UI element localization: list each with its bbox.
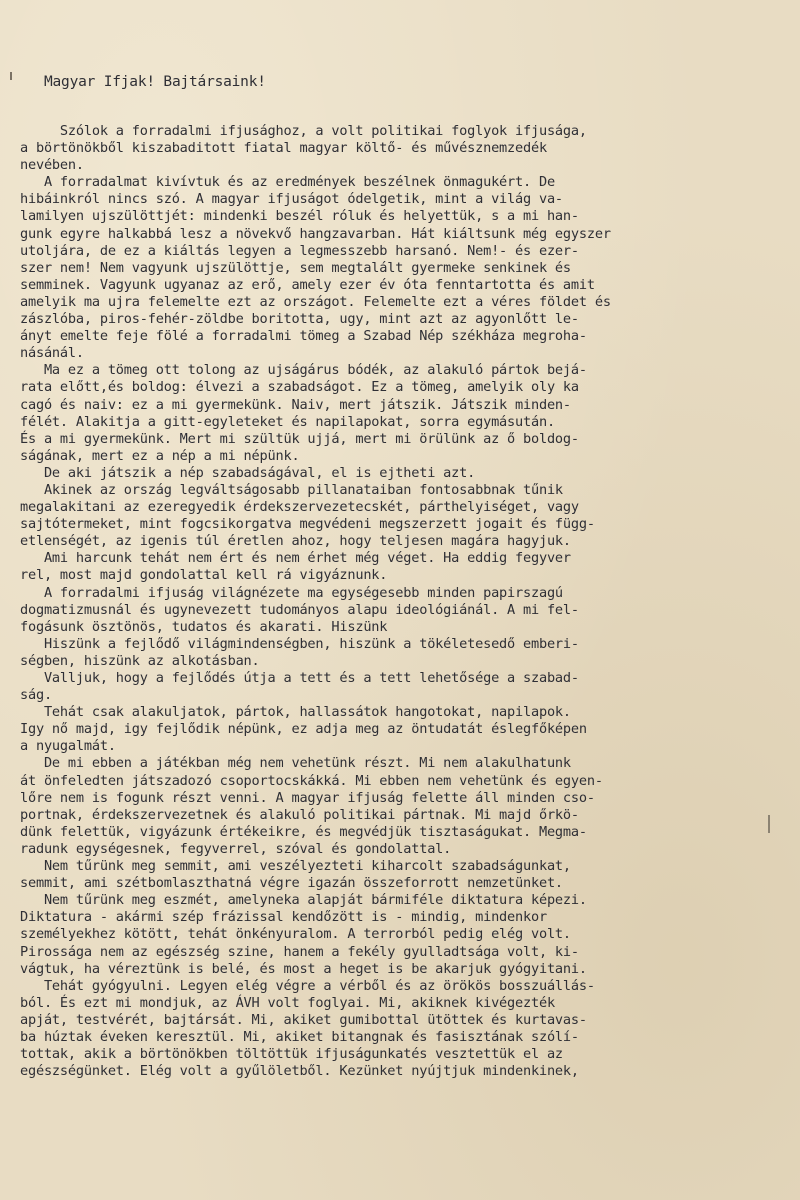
margin-pencil-mark [768, 815, 770, 833]
text-line: De mi ebben a játékban még nem vehetünk részt. Mi nem alakulhatunk [20, 755, 571, 772]
text-line: lamilyen ujszülöttjét: mindenki beszél róluk és helyettük, s a mi han- [20, 208, 579, 225]
text-line: egészségünket. Elég volt a gyűlöletből. Kezünket nyújtjuk mindenkinek, [20, 1063, 579, 1080]
text-line: Valljuk, hogy a fejlődés útja a tett és a tett lehetősége a szabad- [20, 670, 579, 686]
text-line: ányt emelte feje fölé a forradalmi tömeg a Szabad Nép székháza megroha- [20, 328, 587, 345]
text-line: A forradalmat kivívtuk és az eredmények beszélnek önmagukért. De [20, 174, 555, 191]
text-line: Tehát gyógyulni. Legyen elég végre a vérből és az örökös bosszuállás- [20, 977, 595, 994]
text-line: etlenségét, az igenis túl éretlen ahoz, hogy teljesen magára hagyjuk. [20, 533, 571, 550]
text-line: násánál. [20, 345, 84, 362]
text-line: zászlóba, piros-fehér-zöldbe boritotta, ugy, mint azt az agyonlőtt le- [20, 311, 579, 328]
text-line: ságának, mert ez a nép a mi népünk. [20, 447, 300, 464]
text-line: portnak, érdekszervezetnek és alakuló politikai pártnak. Mi majd őrkö- [20, 806, 579, 823]
text-line: dünk felettük, vigyázunk értékeikre, és megvédjük tisztaságukat. Megma- [20, 823, 587, 840]
text-line: Akinek az ország legváltságosabb pillanataiban fontosabbnak tűnik [20, 481, 563, 498]
text-line: nevében. [20, 157, 84, 174]
text-line: semmit, ami szétbomlaszthatná végre igazán összeforrott nemzetünket. [20, 875, 563, 892]
text-line: Pirossága nem az egészség szine, hanem a fekély gyulladtsága volt, ki- [20, 943, 579, 960]
text-line: ségben, hiszünk az alkotásban. [20, 652, 260, 669]
text-line: rata előtt,és boldog: élvezi a szabadságot. Ez a tömeg, amelyik oly ka [20, 379, 579, 396]
text-line: Nem tűrünk meg semmit, ami veszélyezteti kiharcolt szabadságunkat, [20, 858, 571, 875]
text-line: gunk egyre halkabbá lesz a növekvő hangzavarban. Hát kiáltsunk még egyszer [20, 225, 611, 242]
text-line: sajtótermeket, mint fogcsikorgatva megvédeni megszerzett jogait és függ- [20, 516, 595, 533]
text-line: Ma ez a tömeg ott tolong az ujságárus bódék, az alakuló pártok bejá- [20, 362, 587, 379]
text-line: vágtuk, ha véreztünk is belé, és most a heget is be akarjuk gyógyitani. [20, 960, 587, 977]
document-body [20, 123, 611, 1080]
text-line: amelyik ma ujra felemelte ezt az országot. Felemelte ezt a véres földet és [20, 293, 611, 310]
text-line: lőre nem is fogunk részt venni. A magyar ifjuság felette áll minden cso- [20, 789, 595, 806]
margin-tick-mark [10, 72, 12, 80]
text-line: És a mi gyermekünk. Mert mi szültük ujjá, mert mi örülünk az ő boldog- [20, 430, 579, 447]
text-line: a börtönökből kiszabaditott fiatal magyar költő- és művésznemzedék [20, 140, 547, 157]
text-line: Ami harcunk tehát nem ért és nem érhet még véget. Ha eddig fegyver [20, 550, 571, 567]
text-line: cagó és naiv: ez a mi gyermekünk. Naiv, mert játszik. Játszik minden- [20, 396, 571, 413]
text-line: Hiszünk a fejlődő világmindenségben, hiszünk a tökéletesedő emberi- [20, 635, 579, 652]
text-line: apját, testvérét, bajtársát. Mi, akiket gumibottal ütöttek és kurtavas- [20, 1011, 587, 1028]
text-line: megalakitani az ezeregyedik érdekszervezetecskét, párthelyiséget, vagy [20, 499, 579, 516]
text-line: szer nem! Nem vagyunk ujszülöttje, sem megtalált gyermeke senkinek és [20, 259, 571, 276]
text-line: ság. [20, 687, 52, 704]
text-line: rel, most majd gondolattal kell rá vigyáznunk. [20, 567, 388, 584]
text-line: Szólok a forradalmi ifjusághoz, a volt politikai foglyok ifjusága, [20, 123, 587, 139]
text-line: A forradalmi ifjuság világnézete ma egységesebb minden papirszagú [20, 584, 563, 601]
document-title: Magyar Ifjak! Bajtársaink! [44, 74, 266, 90]
text-line: utoljára, de ez a kiáltás legyen a legmesszebb harsanó. Nem!- és ezer- [20, 242, 579, 259]
text-line: semminek. Vagyunk ugyanaz az erő, amely ezer év óta fenntartotta és amit [20, 276, 595, 293]
text-line: fogásunk ösztönös, tudatos és akarati. Hiszünk [20, 618, 388, 635]
text-line: a nyugalmát. [20, 738, 116, 755]
text-line: Igy nő majd, igy fejlődik népünk, ez adja meg az öntudatát éslegfőképen [20, 721, 587, 738]
text-line: Nem tűrünk meg eszmét, amelyneka alapját bármiféle diktatura képezi. [20, 892, 587, 909]
text-line: félét. Alakitja a gitt-egyleteket és napilapokat, sorra egymásután. [20, 413, 555, 430]
text-line: személyekhez kötött, tehát önkényuralom. A terrorból pedig elég volt. [20, 926, 571, 943]
text-line: dogmatizmusnál és ugynevezett tudományos alapu ideológiánál. A mi fel- [20, 601, 579, 618]
text-line: tottak, akik a börtönökben töltöttük ifjuságunkatés vesztettük el az [20, 1046, 563, 1063]
text-line: át önfeledten játszadozó csoportocskákká. Mi ebben nem vehetünk és egyen- [20, 772, 603, 789]
text-line: Tehát csak alakuljatok, pártok, hallassátok hangotokat, napilapok. [20, 704, 571, 721]
text-line: radunk egységesnek, fegyverrel, szóval és gondolattal. [20, 840, 452, 857]
text-line: Diktatura - akármi szép frázissal kendőzött is - mindig, mindenkor [20, 909, 547, 926]
text-line: hibáinkról nincs szó. A magyar ifjuságot ódelgetik, mint a világ va- [20, 191, 563, 208]
text-line: De aki játszik a nép szabadságával, el is ejtheti azt. [20, 464, 476, 481]
text-line: ba húztak éveken keresztül. Mi, akiket bitangnak és fasisztának szólí- [20, 1028, 579, 1045]
text-line: ból. És ezt mi mondjuk, az ÁVH volt foglyai. Mi, akiknek kivégezték [20, 994, 555, 1011]
